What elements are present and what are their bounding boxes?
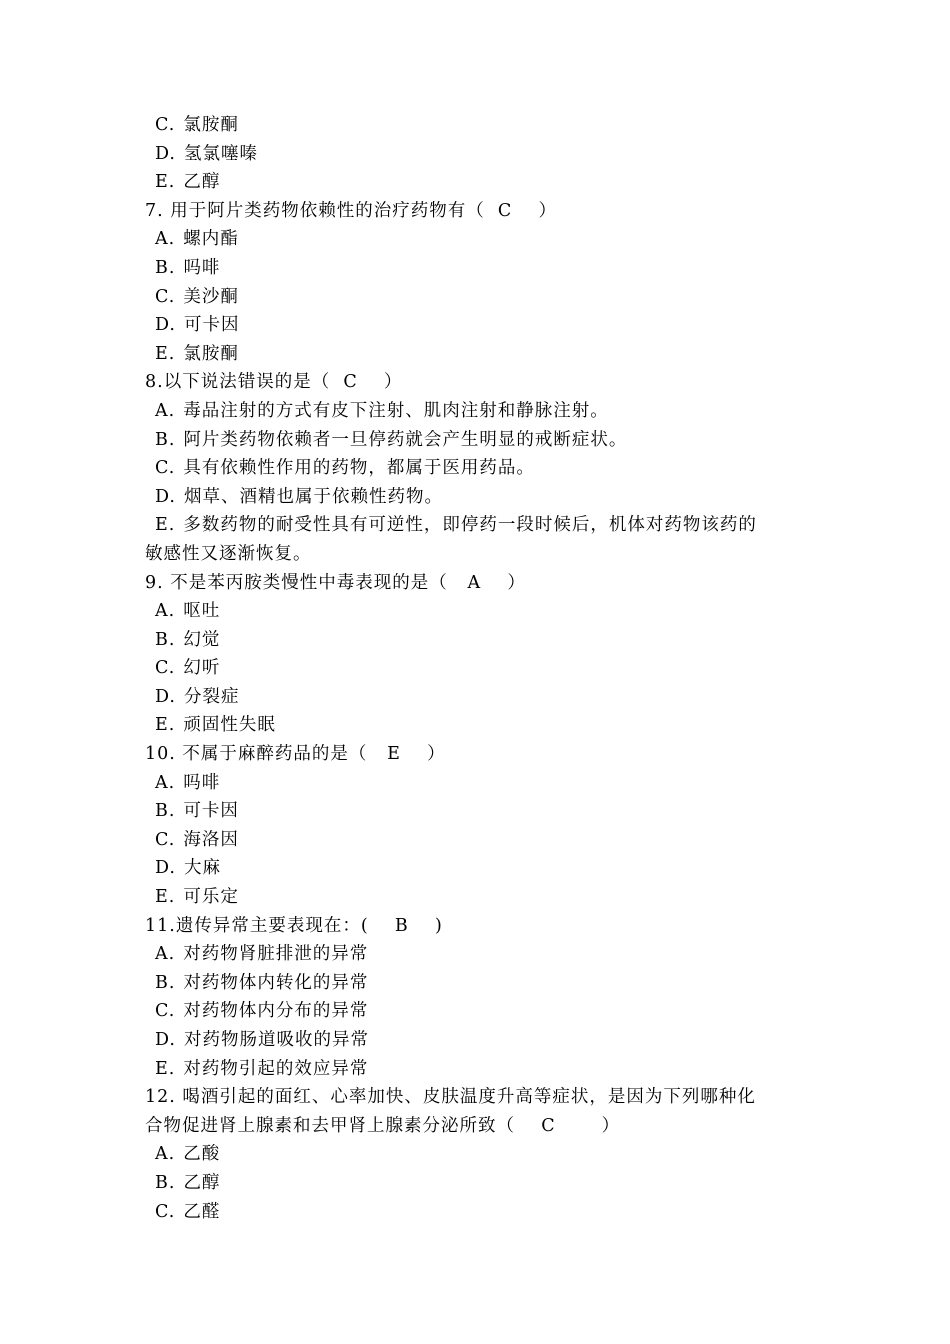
answer-option [0,1198,950,1227]
option-text: 顽固性失眠 [183,715,276,736]
option-letter: B. [155,629,176,650]
answer-option [0,1169,950,1198]
option-letter: A. [155,400,176,421]
option-letter: A. [155,772,176,793]
question-text: 7. 用于阿片类药物依赖性的治疗药物有（ C ） [145,200,558,221]
option-text: 氢氯噻嗪 [183,143,258,164]
option-letter: D. [155,486,176,507]
option-text: 氯胺酮 [183,343,239,364]
answer-option [0,711,950,740]
option-letter: D. [155,858,176,879]
document-page [0,111,950,1226]
question-text: 12. 喝酒引起的面红、心率加快、皮肤温度升高等症状，是因为下列哪种化 [145,1087,756,1108]
answer-option [0,1055,950,1084]
option-letter: D. [155,1030,176,1050]
option-text: 乙酸 [183,1144,221,1165]
answer-option [0,111,950,140]
option-text: 吗啡 [183,772,221,793]
answer-option [0,826,950,855]
answer-option [0,997,950,1026]
option-letter: B. [155,257,176,278]
option-letter: A. [155,1144,176,1165]
option-text: 阿片类药物依赖者一旦停药就会产生明显的戒断症状。 [183,429,628,450]
option-letter: E. [155,1058,176,1079]
answer-option [0,340,950,369]
answer-option [0,426,950,455]
question-continuation: 合物促进肾上腺素和去甲肾上腺素分泌所致（ C ） [145,1115,621,1136]
option-letter: C. [155,458,176,479]
answer-option [0,140,950,169]
answer-option [0,483,950,512]
option-text: 毒品注射的方式有皮下注射、肌肉注射和静脉注射。 [183,400,609,421]
answer-option [0,597,950,626]
option-letter: C. [155,1001,176,1022]
answer-option [0,940,950,969]
option-letter: C. [155,829,176,850]
option-letter: D. [155,686,176,707]
answer-option [0,283,950,312]
option-text: 美沙酮 [183,286,239,307]
answer-option [0,1140,950,1169]
option-text: 乙醛 [183,1201,221,1222]
answer-option [0,883,950,912]
option-letter: A. [155,944,176,965]
answer-option [0,969,950,998]
option-letter: D. [155,143,176,164]
answer-option [0,1026,950,1055]
option-text: 乙醇 [183,1172,221,1193]
option-letter: C. [155,658,176,679]
answer-option [0,225,950,254]
option-text: 螺内酯 [183,229,239,250]
answer-option [0,311,950,340]
answer-option [0,254,950,283]
question-text: 10. 不属于麻醉药品的是（ E ） [145,744,446,765]
option-text: 海洛因 [183,829,239,850]
option-letter: B. [155,1172,176,1193]
answer-option [0,797,950,826]
question-text: 8.以下说法错误的是（ C ） [145,372,403,393]
option-text: 对药物肠道吸收的异常 [183,1030,369,1050]
option-text: 吗啡 [183,257,221,278]
option-letter: B. [155,972,176,993]
answer-option [0,454,950,483]
option-text: 对药物体内分布的异常 [183,1001,369,1022]
option-text: 乙醇 [183,172,221,193]
option-text: 多数药物的耐受性具有可逆性，即停药一段时候后，机体对药物该药的 [183,515,757,536]
answer-option [0,683,950,712]
option-letter: E. [155,887,176,908]
option-letter: E. [155,343,176,364]
option-text: 可卡因 [183,315,240,336]
answer-option [0,769,950,798]
question-text: 11.遗传异常主要表现在：( B ) [145,915,443,936]
option-letter: E. [155,172,176,193]
option-letter: C. [155,1201,176,1222]
answer-option [0,854,950,883]
option-text: 可乐定 [183,887,239,908]
option-letter: E. [155,715,176,736]
option-letter: C. [155,115,176,135]
option-letter: B. [155,801,176,822]
answer-option [0,626,950,655]
option-letter: C. [155,286,176,307]
option-text: 幻觉 [183,629,221,650]
option-text: 分裂症 [183,686,240,707]
option-letter: D. [155,315,176,336]
option-text: 烟草、酒精也属于依赖性药物。 [183,486,443,507]
option-letter: A. [155,229,176,250]
answer-option [0,511,950,540]
option-text: 对药物体内转化的异常 [183,972,369,993]
option-text: 呕吐 [183,601,221,622]
answer-option [0,654,950,683]
option-text: 对药物肾脏排泄的异常 [183,944,369,965]
option-text: 大麻 [183,858,221,879]
question-text: 9. 不是苯丙胺类慢性中毒表现的是（ A ） [145,572,526,593]
question-continuation: 敏感性又逐渐恢复。 [145,543,312,564]
option-letter: A. [155,601,176,622]
option-text: 幻听 [183,658,221,679]
answer-option [0,168,950,197]
option-text: 可卡因 [183,801,239,822]
answer-option [0,397,950,426]
option-text: 对药物引起的效应异常 [183,1058,369,1079]
option-letter: E. [155,515,176,536]
option-text: 具有依赖性作用的药物，都属于医用药品。 [183,458,535,479]
option-letter: B. [155,429,176,450]
option-text: 氯胺酮 [183,115,239,135]
